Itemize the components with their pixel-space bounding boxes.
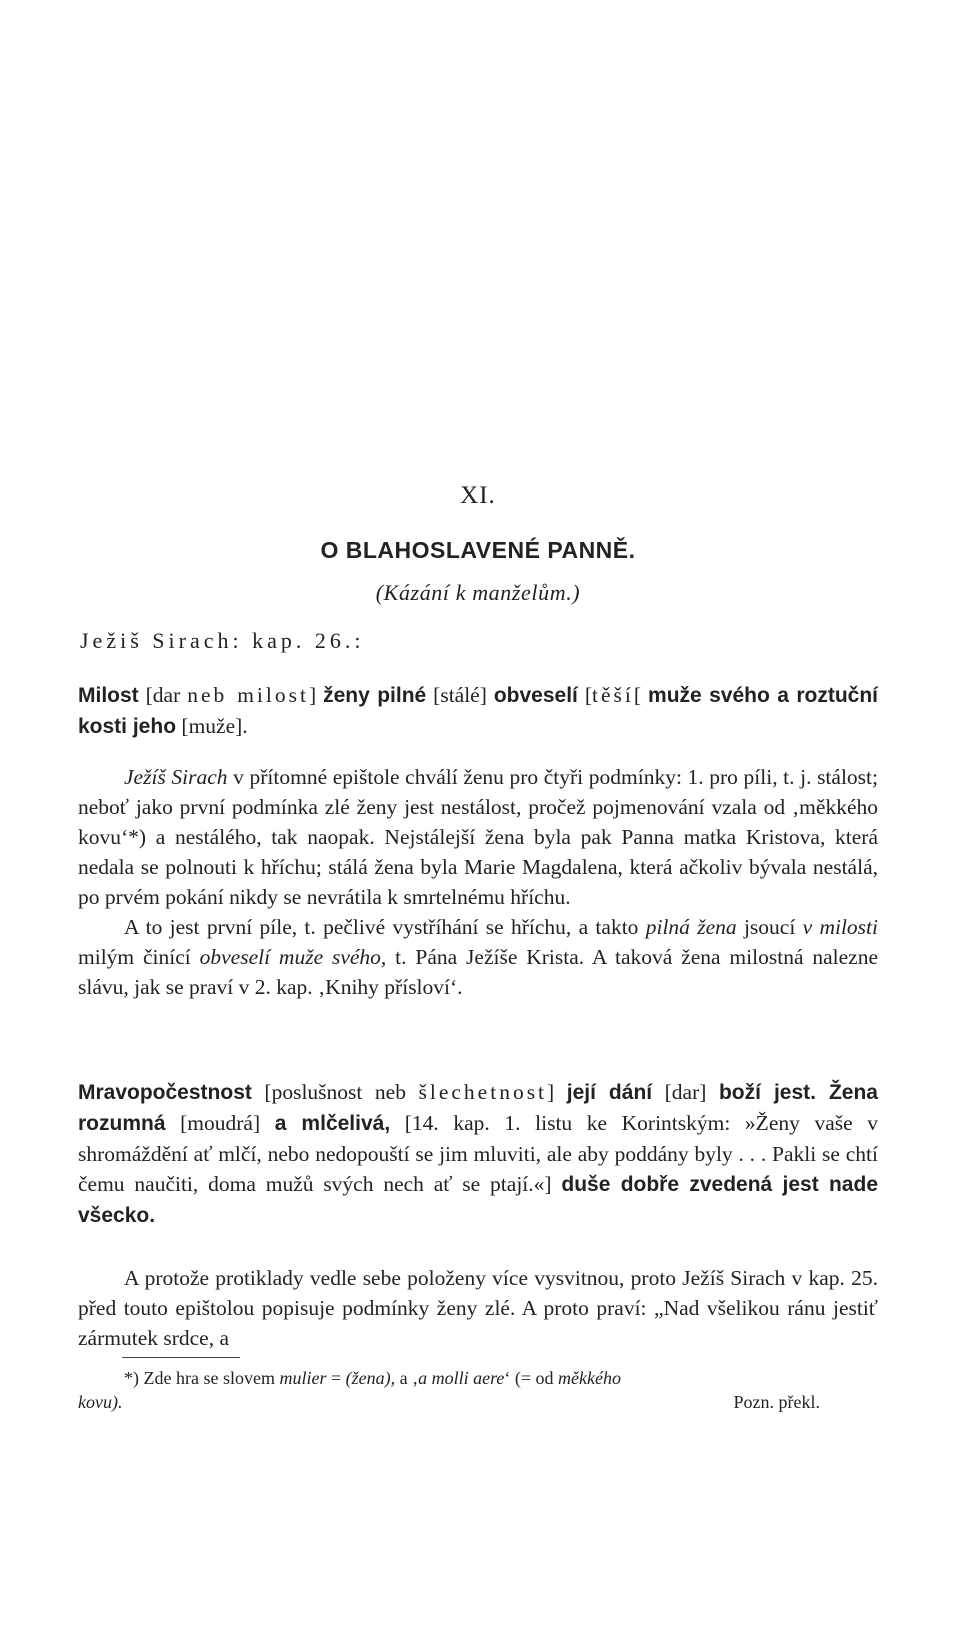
- footnote-text: a ‚: [395, 1368, 419, 1388]
- verse-text: [: [633, 683, 642, 707]
- chapter-subtitle: (Kázání k manželům.): [375, 580, 581, 605]
- author-name: Ježíš Sirach: [124, 765, 228, 789]
- verse-bold: její dání: [566, 1081, 653, 1104]
- verse-bold: boží jest. Žena rozumná: [78, 1081, 878, 1135]
- verse-text: [dar]: [652, 1080, 719, 1104]
- footnote: [78, 1366, 878, 1414]
- footnote-italic: mulier: [279, 1368, 327, 1388]
- paragraph-text: v přítomné epištole chválí ženu pro čtyři podmínky: 1. pro píli, t. j. stálost; neboť jako první podmínka zlé ženy jest nestálost, pročež pojmenování vzala od ‚měkkého kovu‘*) a nestálého, tak naopak. Nejstálejší žena byla pak Panna matka Kristova, která nedala se polnouti k hříchu; stálá žena byla Marie Magdalena, která ačkoliv bývala nestálá, po prvém pokání nikdy se nevrátila k smrtelnému hříchu.: [78, 765, 878, 909]
- verse-bold: Milost: [78, 684, 139, 707]
- paragraph-text: A to jest první píle, t. pečlivé vystříhání se hříchu, a takto: [124, 915, 646, 939]
- verse-text: ]: [547, 1080, 567, 1104]
- italic-phrase: pilná žena: [645, 915, 737, 939]
- body-paragraph: [78, 912, 878, 1002]
- body-paragraph: A protože protiklady vedle sebe položeny více vysvitnou, proto Ježíš Sirach v kap. 25. před touto epištolou popisuje podmínky ženy zlé. A proto praví: „Nad všelikou ránu jestiť zármutek srdce, a: [78, 1266, 878, 1350]
- footnote-text: =: [326, 1368, 346, 1388]
- verse-text: [: [577, 683, 593, 707]
- verse-spaced: šlechetnost: [418, 1080, 548, 1104]
- verse-text: ]: [308, 683, 324, 707]
- italic-phrase: obveselí muže svého,: [199, 945, 387, 969]
- verse-bold: duše dobře zvedená jest nade všecko.: [78, 1173, 878, 1227]
- footnote-text: *) Zde hra se slovem: [124, 1368, 280, 1388]
- verse-bold: ženy pilné: [323, 684, 427, 707]
- verse-text: [14. kap. 1. listu ke Korintským: »Ženy vaše v shromáždění ať mlčí, nebo nedopouští se jim mluviti, ale aby poddány byly . . . Pakli se chtí čemu naučiti, doma mužů svých nech ať se ptají.«]: [78, 1111, 878, 1196]
- verse-bold: Mravopočestnost: [78, 1081, 252, 1104]
- verse-text: [stálé]: [426, 683, 494, 707]
- footnote-text: ‘ (= od: [504, 1368, 559, 1388]
- footnote-italic: kovu).: [78, 1392, 123, 1412]
- verse-bold: a mlčelivá,: [274, 1112, 391, 1135]
- translator-note: Pozn. překl.: [733, 1392, 820, 1412]
- body-section-1: [78, 762, 878, 1002]
- paragraph-text: t. Pána Ježíše Krista. A taková žena milostná nalezne slávu, jak se praví v 2. kap. ‚Knihy přísloví‘.: [78, 945, 878, 999]
- paragraph-text: milým činící: [78, 945, 200, 969]
- verse-spaced: neb milost: [187, 683, 309, 707]
- page: [78, 0, 878, 1649]
- verse-bold: muže svého a roztuční kosti jeho: [78, 684, 878, 738]
- verse-paragraph-2: [78, 1077, 878, 1231]
- footnote-italic: měkkého: [558, 1368, 622, 1388]
- italic-phrase: v milosti: [802, 915, 878, 939]
- chapter-number: XI.: [460, 482, 496, 509]
- verse-text: [muže].: [176, 714, 248, 738]
- chapter-title: O BLAHOSLAVENÉ PANNĚ.: [320, 537, 636, 563]
- footnote-divider: [122, 1357, 240, 1358]
- paragraph-text: jsoucí: [736, 915, 803, 939]
- footnote-italic: a molli aere: [418, 1368, 505, 1388]
- footnote-italic: (žena),: [345, 1368, 396, 1388]
- verse-text: [moudrá]: [165, 1111, 275, 1135]
- verse-spaced: těší: [592, 683, 634, 707]
- verse-text: [poslušnost neb: [251, 1080, 419, 1104]
- verse-text: [dar: [138, 683, 188, 707]
- body-paragraph: [78, 762, 878, 912]
- verse-bold: obveselí: [493, 684, 578, 707]
- scripture-reference: Ježiš Sirach: kap. 26.:: [80, 628, 365, 653]
- verse-paragraph-1: [78, 680, 878, 742]
- body-section-2: [78, 1263, 878, 1353]
